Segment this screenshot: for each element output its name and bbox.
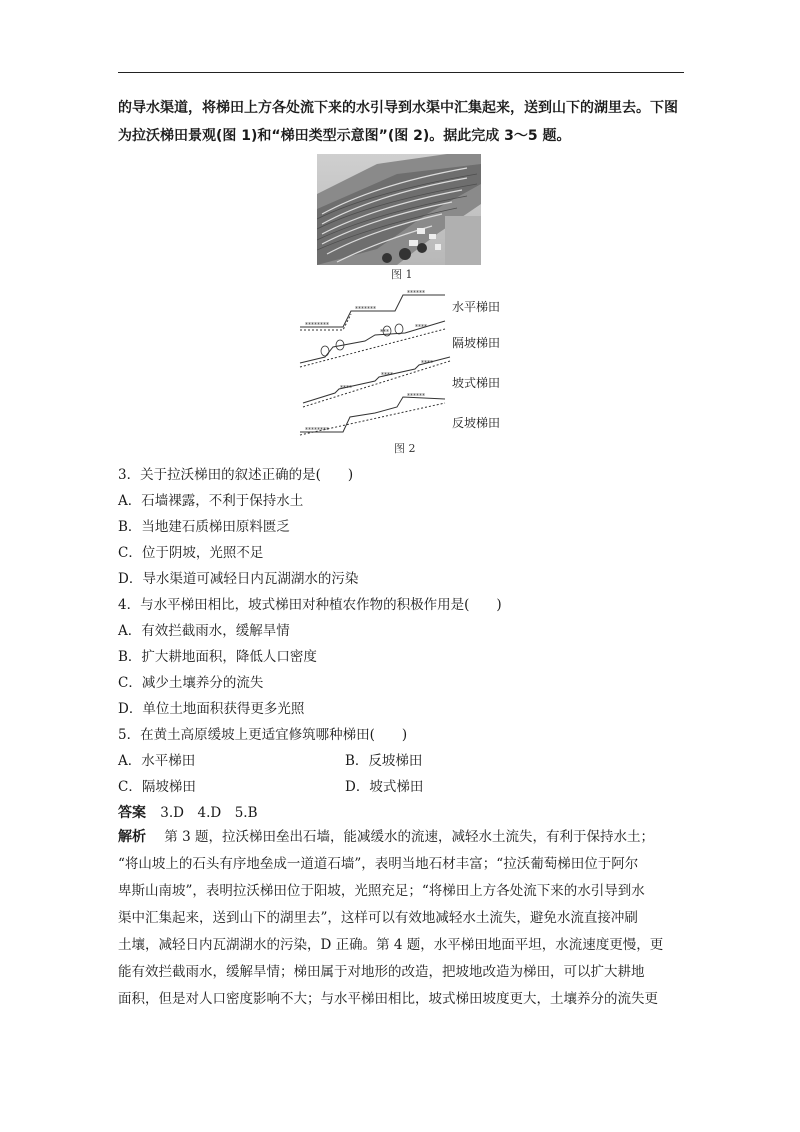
question-5-option-c: C．隔坡梯田 [118, 779, 196, 795]
question-5-option-a: A．水平梯田 [118, 753, 196, 769]
analysis-line-4: 渠中汇集起来，送到山下的湖里去”，这样可以有效地减轻水土流失，避免水流直接冲刷 [118, 910, 638, 926]
svg-text:⁎⁎⁎⁎⁎⁎: ⁎⁎⁎⁎⁎⁎ [407, 288, 425, 295]
analysis-line-1: 第 3 题，拉沃梯田垒出石墙，能减缓水的流速，减轻水土流失，有利于保持水土； [164, 829, 654, 845]
analysis-line-5: 土壤，减轻日内瓦湖湖水的污染，D 正确。第 4 题，水平梯田地面平坦，水流速度更慢，更 [118, 937, 664, 953]
svg-text:⁎⁎⁎⁎: ⁎⁎⁎⁎ [415, 322, 427, 329]
question-5-stem: 5．在黄土高原缓坡上更适宜修筑哪种梯田( ) [118, 727, 408, 743]
svg-text:⁎⁎⁎⁎⁎⁎⁎⁎: ⁎⁎⁎⁎⁎⁎⁎⁎ [305, 425, 329, 432]
intro-line-1: 的导水渠道，将梯田上方各处流下来的水引导到水渠中汇集起来，送到山下的湖里去。下图 [118, 100, 678, 116]
terrace-landscape-photo [317, 154, 481, 265]
svg-text:⁎⁎⁎⁎: ⁎⁎⁎⁎ [340, 383, 352, 390]
analysis-line-6: 能有效拦截雨水，缓解旱情；梯田属于对地形的改造，把坡地改造为梯田，可以扩大耕地 [118, 964, 645, 980]
svg-text:⁎⁎⁎⁎⁎⁎⁎⁎: ⁎⁎⁎⁎⁎⁎⁎⁎ [305, 320, 329, 327]
question-5-option-d: D．坡式梯田 [345, 779, 424, 795]
svg-text:⁎⁎⁎⁎⁎⁎⁎: ⁎⁎⁎⁎⁎⁎⁎ [355, 304, 376, 311]
header-rule [118, 72, 684, 73]
question-5-option-b: B．反坡梯田 [345, 753, 423, 769]
question-4-option-c: C．减少土壤养分的流失 [118, 675, 264, 691]
analysis-label: 解析 [118, 829, 146, 845]
question-4-stem: 4．与水平梯田相比，坡式梯田对种植农作物的积极作用是( ) [118, 597, 502, 613]
question-3-option-a: A．石墙裸露，不利于保持水土 [118, 493, 304, 509]
answer-row [118, 801, 258, 822]
analysis-line-2: “将山坡上的石头有序地垒成一道道石墙”，表明当地石材丰富；“拉沃葡萄梯田位于阿尔 [118, 856, 639, 872]
question-4-option-a: A．有效拦截雨水，缓解旱情 [118, 623, 290, 639]
question-3-option-d: D．导水渠道可减轻日内瓦湖湖水的污染 [118, 571, 359, 587]
question-4-option-d: D．单位土地面积获得更多光照 [118, 701, 305, 717]
analysis-line-3: 卑斯山南坡”，表明拉沃梯田位于阳坡，光照充足；“将梯田上方各处流下来的水引导到水 [118, 883, 645, 899]
question-4-option-b: B．扩大耕地面积，降低人口密度 [118, 649, 317, 665]
svg-text:⁎⁎⁎⁎: ⁎⁎⁎⁎ [421, 358, 433, 365]
figure-1-caption: 图 1 [391, 268, 413, 281]
answer-text: 3.D 4.D 5.B [160, 805, 258, 821]
analysis-line-7: 面积，但是对人口密度影响不大；与水平梯田相比，坡式梯田坡度更大，土壤养分的流失更 [118, 991, 658, 1007]
figure-2-caption: 图 2 [394, 442, 416, 455]
analysis-row [118, 825, 654, 846]
label-interval-slope-terrace: 隔坡梯田 [452, 336, 501, 350]
label-reverse-slope-terrace: 反坡梯田 [452, 416, 501, 430]
question-3-option-c: C．位于阴坡，光照不足 [118, 545, 264, 561]
question-3-stem: 3．关于拉沃梯田的叙述正确的是( ) [118, 467, 354, 483]
svg-text:⁎⁎⁎⁎: ⁎⁎⁎⁎ [381, 370, 393, 377]
svg-text:⁎⁎⁎⁎⁎⁎: ⁎⁎⁎⁎⁎⁎ [407, 391, 425, 398]
question-3-option-b: B．当地建石质梯田原料匮乏 [118, 519, 290, 535]
label-level-terrace: 水平梯田 [452, 300, 501, 314]
intro-line-2: 为拉沃梯田景观(图 1)和“梯田类型示意图”(图 2)。据此完成 3～5 题。 [118, 128, 571, 144]
answer-label: 答案 [118, 805, 146, 821]
label-sloping-terrace: 坡式梯田 [452, 376, 501, 390]
svg-text:⁎⁎⁎: ⁎⁎⁎ [380, 327, 389, 334]
